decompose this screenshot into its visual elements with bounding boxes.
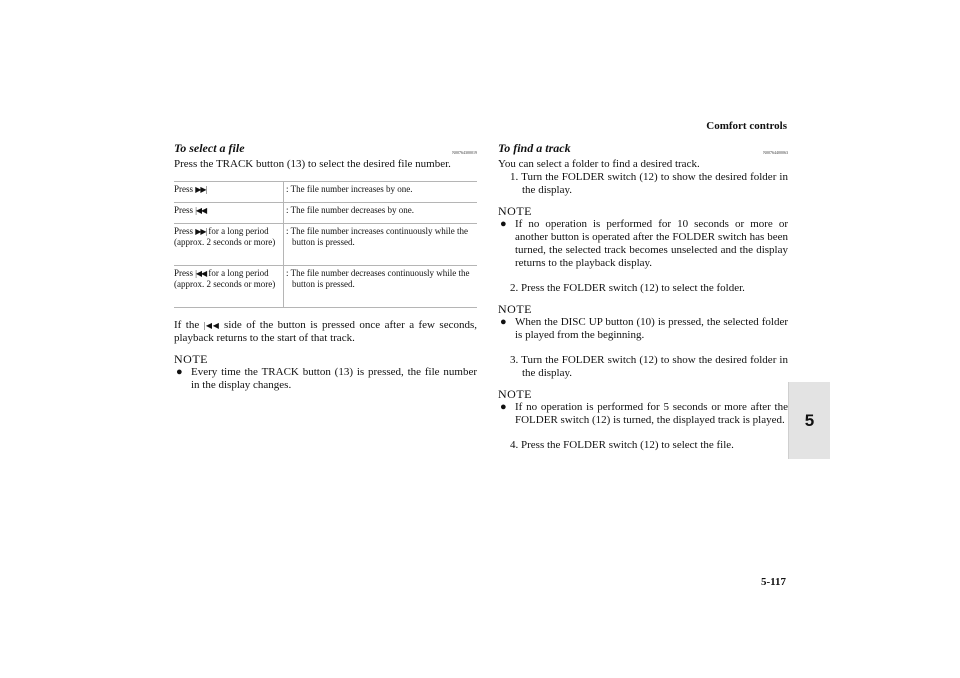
action-text: Press xyxy=(174,268,196,278)
action-text: Press xyxy=(174,226,196,236)
note-label: NOTE xyxy=(498,387,532,401)
action-text: Press xyxy=(174,184,196,194)
track-button-table xyxy=(174,181,477,308)
next-track-icon: ▶▶| xyxy=(195,227,207,236)
action-text-suffix: for a long period (approx. 2 seconds or more) xyxy=(174,268,276,289)
table-row xyxy=(174,224,477,266)
restart-track-paragraph xyxy=(174,319,477,345)
table-row xyxy=(174,182,477,203)
note-label: NOTE xyxy=(498,302,532,316)
table-cell-action xyxy=(174,266,284,308)
bullet-icon: ● xyxy=(176,366,183,378)
find-track-heading-row xyxy=(498,139,788,155)
restart-text-post: side of the button is pressed once after a few seconds, playback returns to the start of that track. xyxy=(174,319,478,344)
note-text: If no operation is performed for 5 seconds or more after the FOLDER switch (12) is turned, the displayed track is played. xyxy=(515,401,788,426)
find-track-code: N00764400063 xyxy=(763,150,788,155)
previous-track-icon: |◀◀ xyxy=(203,321,220,330)
select-file-heading: To select a file xyxy=(174,141,245,155)
table-cell-result: : The file number decreases continuously while the button is pressed. xyxy=(284,266,478,308)
table-cell-action xyxy=(174,203,284,224)
right-column xyxy=(498,139,788,452)
table-cell-action xyxy=(174,182,284,203)
chapter-tab: 5 xyxy=(788,382,830,459)
page-number: 5-117 xyxy=(760,576,786,588)
bullet-icon: ● xyxy=(500,401,507,413)
find-track-intro: You can select a folder to find a desired track. xyxy=(498,158,700,170)
next-track-icon: ▶▶| xyxy=(195,185,207,194)
table-row xyxy=(174,203,477,224)
note-label: NOTE xyxy=(498,204,532,218)
note-item xyxy=(498,401,788,427)
table-cell-result: : The file number increases by one. xyxy=(284,182,478,203)
table-row xyxy=(174,266,477,308)
note-item xyxy=(174,366,477,392)
note-item xyxy=(498,316,788,342)
step-3: 3. Turn the FOLDER switch (12) to show the desired folder in the display. xyxy=(510,354,788,379)
note-text: If no operation is performed for 10 seconds or more or another button is operated after the FOLDER switch has been turned, the selected track becomes unselected and the display returns to the playback display. xyxy=(515,218,788,269)
bullet-icon: ● xyxy=(500,218,507,230)
left-column xyxy=(174,139,477,392)
action-text: Press xyxy=(174,205,196,215)
previous-track-icon: |◀◀ xyxy=(195,269,207,278)
table-cell-result: : The file number increases continuously while the button is pressed. xyxy=(284,224,478,266)
note-text: When the DISC UP button (10) is pressed, the selected folder is played from the beginning. xyxy=(515,316,788,341)
restart-text-pre: If the xyxy=(174,319,204,331)
note-label: NOTE xyxy=(174,352,208,366)
note-text: Every time the TRACK button (13) is pressed, the file number in the display changes. xyxy=(191,366,477,391)
table-cell-result: : The file number decreases by one. xyxy=(284,203,478,224)
step-1: 1. Turn the FOLDER switch (12) to show the desired folder in the display. xyxy=(510,171,788,196)
select-file-intro: Press the TRACK button (13) to select the desired file number. xyxy=(174,158,451,170)
select-file-code: N00764300019 xyxy=(452,150,477,155)
find-track-heading: To find a track xyxy=(498,141,571,155)
step-4: 4. Press the FOLDER switch (12) to select the file. xyxy=(510,439,734,451)
table-cell-action xyxy=(174,224,284,266)
note-item xyxy=(498,218,788,270)
select-file-heading-row xyxy=(174,139,477,155)
section-title: Comfort controls xyxy=(706,120,787,132)
previous-track-icon: |◀◀ xyxy=(195,206,207,215)
bullet-icon: ● xyxy=(500,316,507,328)
action-text-suffix: for a long period (approx. 2 seconds or more) xyxy=(174,226,276,247)
step-2: 2. Press the FOLDER switch (12) to select the folder. xyxy=(510,282,745,294)
